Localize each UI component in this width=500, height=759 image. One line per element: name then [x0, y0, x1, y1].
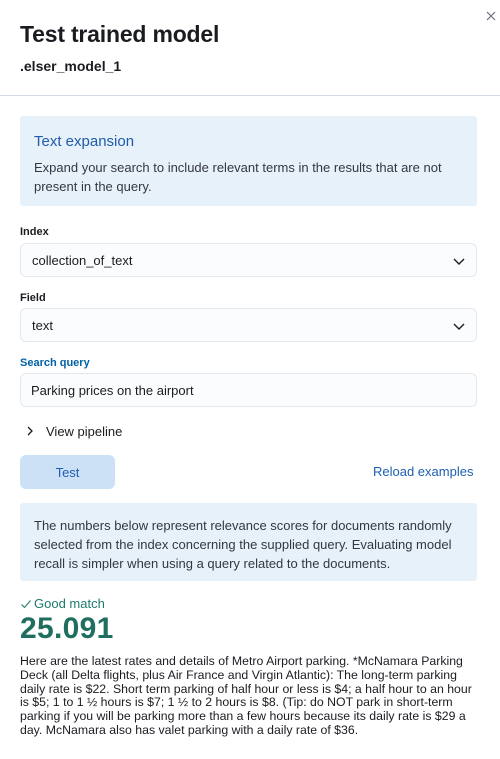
result-document-text: Here are the latest rates and details of Metro Airport parking. *McNamara Parking Deck (all Delta flights, plus Air France and Virgin Atlantic): The long-term parking daily rate is $22. Short term parking of half hour or less is $4; a half hour to an hour is $5; 1 to 1 ½ hours is $7; 1 ½ to 2 hours is $8. (Tip: do NOT park in short-term parking if you will be parking more than a few hours because its daily rate is $29 a day. McNamara also has valet parking with a daily rate of $36.	[20, 654, 472, 737]
index-value: collection_of_text	[32, 253, 133, 268]
close-button[interactable]	[484, 9, 498, 23]
chevron-down-icon	[452, 319, 466, 333]
model-id: .elser_model_1	[20, 58, 122, 74]
match-indicator	[20, 596, 105, 611]
search-query-label: Search query	[20, 357, 90, 369]
relevance-score: 25.091	[20, 612, 114, 645]
chevron-down-icon	[452, 254, 466, 268]
reload-examples-link[interactable]: Reload examples	[373, 464, 474, 479]
callout-text: Expand your search to include relevant terms in the results that are not present in the query.	[34, 160, 442, 194]
index-select[interactable]	[20, 243, 477, 277]
field-value: text	[32, 318, 53, 333]
relevance-note	[20, 503, 477, 581]
index-label: Index	[20, 226, 49, 238]
view-pipeline-label: View pipeline	[46, 423, 123, 439]
check-icon	[20, 598, 32, 610]
field-label: Field	[20, 292, 46, 304]
flyout-header	[0, 0, 500, 96]
relevance-note-text: The numbers below represent relevance scores for documents randomly selected from the index concerning the supplied query. Evaluating model recall is simpler when using a query related to the documents.	[34, 518, 452, 571]
arrow-right-icon	[24, 425, 36, 437]
flyout-title: Test trained model	[20, 21, 220, 47]
close-icon	[484, 9, 498, 23]
field-select[interactable]	[20, 308, 477, 342]
test-button[interactable]: Test	[20, 455, 115, 489]
callout-title: Text expansion	[34, 133, 135, 150]
text-expansion-callout	[20, 116, 477, 206]
view-pipeline-toggle[interactable]	[24, 422, 122, 440]
match-label: Good match	[34, 596, 105, 611]
search-query-input[interactable]	[20, 373, 477, 407]
